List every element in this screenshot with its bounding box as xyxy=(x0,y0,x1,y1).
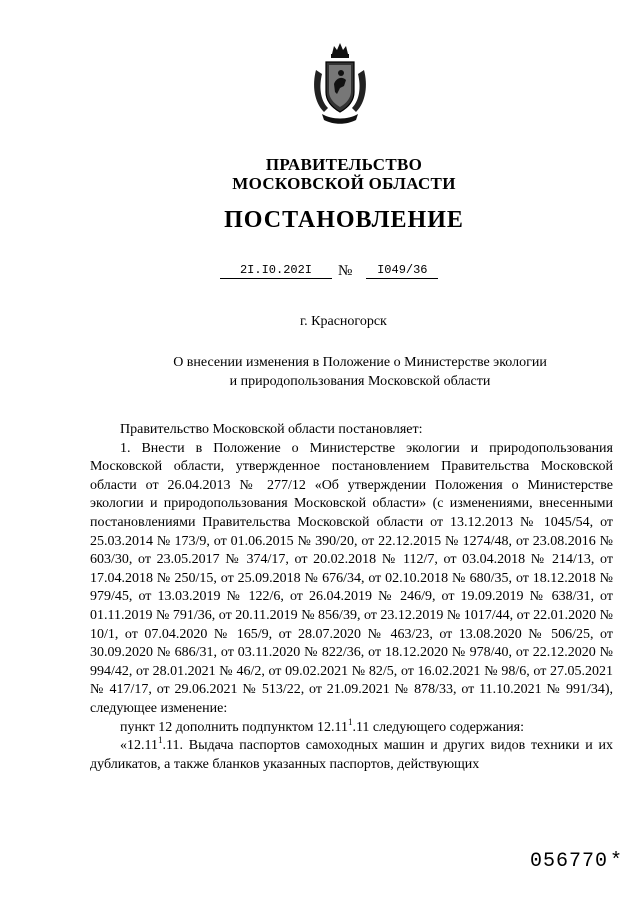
issue-city: г. Красногорск xyxy=(300,314,387,329)
quote-prefix: «12.11 xyxy=(120,738,158,754)
document-number: I049/36 xyxy=(366,263,438,279)
body-point-line xyxy=(90,716,613,738)
date-number-line xyxy=(220,259,438,279)
body-item-1: 1. Внести в Положение о Министерстве экологии и природопользования Московской области, утвержденное постановлением Правительства Московской области от 26.04.2013 № 277/12 «Об утверждении Положения о Министерстве экологии и природопользования Московской области» (с изменениями, внесенными постановлениями Правительства Московской области от 13.12.2013 № 1045/54, от 25.03.2014 № 173/9, от 01.06.2015 № 390/20, от 22.12.2015 № 1274/48, от 23.08.2016 № 603/30, от 23.05.2017 № 374/17, от 20.02.2018 № 112/7, от 03.04.2018 № 214/13, от 17.04.2018 № 250/15, от 25.09.2018 № 676/34, от 02.10.2018 № 680/35, от 18.12.2018 № 979/45, от 13.03.2019 № 122/6, от 26.04.2019 № 246/9, от 19.09.2019 № 638/31, от 01.11.2019 № 791/36, от 20.11.2019 № 856/39, от 23.12.2019 № 1017/44, от 22.01.2020 № 10/1, от 07.04.2020 № 165/9, от 28.07.2020 № 463/23, от 13.08.2020 № 506/25, от 30.09.2020 № 686/31, от 03.11.2020 № 822/36, от 18.12.2020 № 978/40, от 22.12.2020 № 994/42, от 28.01.2021 № 46/2, от 09.02.2021 № 82/5, от 16.02.2021 № 98/6, от 27.05.2021 № 417/17, от 29.06.2021 № 513/22, от 21.09.2021 № 878/33, от 11.10.2021 № 991/34), следующее изменение: xyxy=(90,440,613,716)
quote-text: .11. Выдача паспортов самоходных машин и других видов техники и их дубликатов, а также бланков указанных паспортов, действующих xyxy=(90,738,613,772)
document-body xyxy=(90,421,613,774)
coat-of-arms-icon xyxy=(310,40,370,126)
subject-line1: О внесении изменения в Положение о Министерстве экологии xyxy=(173,355,547,370)
point-suffix: .11 следующего содержания: xyxy=(352,719,524,735)
subject-line2: и природопользования Московской области xyxy=(229,374,491,389)
stamp-star: * xyxy=(610,850,624,873)
serial-stamp xyxy=(530,850,623,873)
body-quote-paragraph xyxy=(90,737,613,774)
body-preamble: Правительство Московской области постановляет: xyxy=(120,422,423,437)
point-prefix: пункт 12 дополнить подпунктом 12.11 xyxy=(120,719,348,735)
document-type-title: ПОСТАНОВЛЕНИЕ xyxy=(224,207,464,233)
point-superscript: 1 xyxy=(347,716,353,727)
document-subject xyxy=(150,353,570,391)
quote-superscript: 1 xyxy=(157,735,163,746)
org-name-line1: ПРАВИТЕЛЬСТВО xyxy=(265,155,423,174)
stamp-number: 056770 xyxy=(530,850,609,873)
number-sign: № xyxy=(338,263,353,279)
org-name-line2: МОСКОВСКОЙ ОБЛАСТИ xyxy=(232,174,456,193)
document-date: 2I.I0.202I xyxy=(220,263,332,279)
